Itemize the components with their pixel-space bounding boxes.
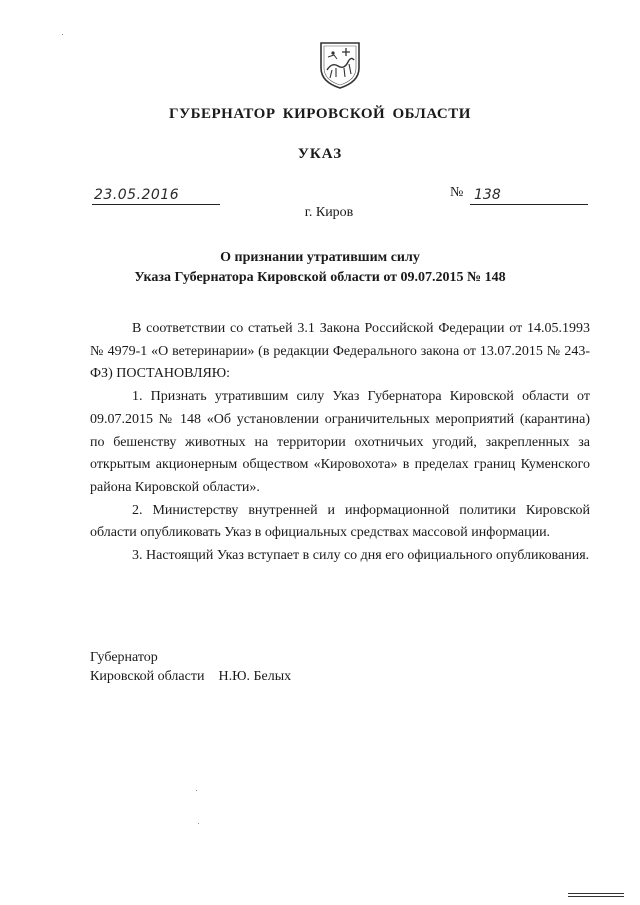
footer-line: [568, 896, 624, 897]
signatory-line: [90, 667, 291, 686]
document-body: [90, 318, 590, 568]
handwritten-date: 23.05.2016: [94, 187, 180, 203]
subject-line-2: Указа Губернатора Кировской области от 09.07.2015 № 148: [134, 270, 506, 285]
document-type: УКАЗ: [297, 146, 343, 162]
footer-line: [568, 893, 624, 894]
city-line: г. Киров: [304, 205, 354, 220]
item-3-paragraph: 3. Настоящий Указ вступает в силу со дня его официального опубликования.: [132, 548, 590, 564]
number-label: №: [450, 185, 464, 200]
scan-speck: [198, 823, 199, 824]
footer-marks: [568, 893, 624, 899]
kirov-coat-of-arms-icon: [318, 40, 362, 90]
handwritten-number: 138: [474, 187, 501, 203]
issuer-title: ГУБЕРНАТОР КИРОВСКОЙ ОБЛАСТИ: [169, 106, 471, 122]
document-subject: [0, 248, 640, 288]
signatory-name: Н.Ю. Белых: [218, 669, 292, 684]
signatory-position: Губернатор: [90, 650, 158, 665]
scan-speck: [196, 790, 197, 791]
item-2-paragraph: 2. Министерству внутренней и информационной политики Кировской области опубликовать Указ в официальных средствах массовой информации.: [90, 502, 590, 541]
number-field: [470, 184, 588, 205]
signature-block: [90, 648, 291, 686]
scan-speck: [62, 34, 63, 35]
signatory-region: Кировской области: [90, 669, 205, 684]
date-field: [92, 184, 220, 205]
item-1-paragraph: 1. Признать утратившим силу Указ Губернатора Кировской области от 09.07.2015 № 148 «Об установлении ограничительных мероприятий (карантина) по бешенству животных на территории охотничьих угодий, закрепленных за открытым акционерным обществом «Кировохота» в пределах границ Куменского района Кировской области».: [90, 389, 590, 495]
preamble-paragraph: В соответствии со статьей 3.1 Закона Российской Федерации от 14.05.1993 № 4979-1 «О ветеринарии» (в редакции Федерального закона от 13.07.2015 № 243-ФЗ) ПОСТАНОВЛЯЮ:: [90, 321, 590, 382]
subject-line-1: О признании утратившим силу: [220, 250, 420, 265]
